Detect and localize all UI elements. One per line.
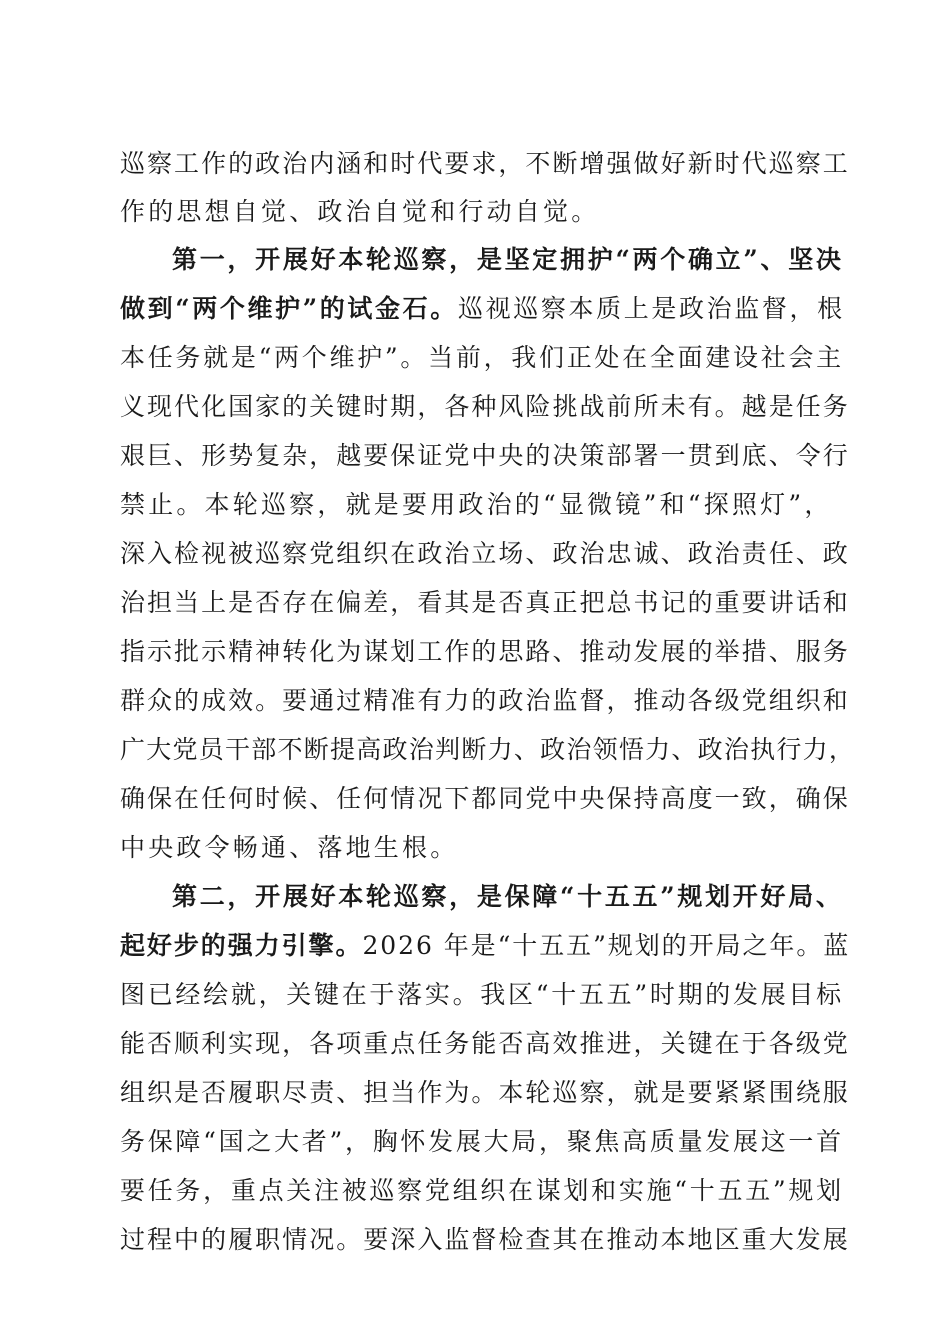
text-run: 禁止。本轮巡察，就是要用政治的“显微镜”和“探照灯”， xyxy=(120,490,833,519)
text-run: 深入检视被巡察党组织在政治立场、政治忠诚、政治责任、政 xyxy=(120,539,850,568)
text-run: 群众的成效。要通过精准有力的政治监督，推动各级党组织和 xyxy=(120,686,850,715)
text-run: 中央政令畅通、落地生根。 xyxy=(120,833,459,862)
text-run: 过程中的履职情况。要深入监督检查其在推动本地区重大发展 xyxy=(120,1225,850,1254)
text-run: 要任务，重点关注被巡察党组织在谋划和实施“十五五”规划 xyxy=(120,1176,844,1205)
paragraph-point-one-line xyxy=(120,289,845,329)
paragraph-point-two-line xyxy=(120,975,844,1015)
lead-sentence: 起好步的强力引擎。 xyxy=(120,931,363,960)
text-run: 治担当上是否存在偏差，看其是否真正把总书记的重要讲话和 xyxy=(120,588,850,617)
text-run: 组织是否履职尽责、担当作为。本轮巡察，就是要紧紧围绕服 xyxy=(120,1078,850,1107)
paragraph-point-two-line xyxy=(120,926,851,966)
paragraph-point-two-line xyxy=(120,1024,850,1064)
text-run: 图已经绘就，关键在于落实。我区“十五五”时期的发展目标 xyxy=(120,980,844,1009)
text-run: 确保在任何时候、任何情况下都同党中央保持高度一致，确保 xyxy=(120,784,850,813)
paragraph-point-one-line xyxy=(120,534,850,574)
lead-sentence: 第一，开展好本轮巡察，是坚定拥护“两个确立”、坚决 xyxy=(172,245,844,274)
paragraph-point-two-line xyxy=(120,1073,850,1113)
paragraph-point-one-line xyxy=(120,730,856,770)
paragraph-point-two-line xyxy=(172,877,844,917)
text-run: 义现代化国家的关键时期，各种风险挑战前所未有。越是任务 xyxy=(120,392,850,421)
paragraph-point-one-line xyxy=(120,828,840,868)
paragraph-point-one-line xyxy=(120,485,840,525)
text-run: 能否顺利实现，各项重点任务能否高效推进，关键在于各级党 xyxy=(120,1029,850,1058)
text-run: 2026 年是“十五五”规划的开局之年。蓝 xyxy=(362,931,851,960)
paragraph-point-two-line xyxy=(120,1220,850,1260)
text-run: 指示批示精神转化为谋划工作的思路、推动发展的举措、服务 xyxy=(120,637,850,666)
paragraph-point-one-line xyxy=(120,632,850,672)
paragraph-point-one-line xyxy=(120,779,850,819)
paragraph-point-one-line xyxy=(120,436,850,476)
text-run: 巡察工作的政治内涵和时代要求，不断增强做好新时代巡察工 xyxy=(120,149,850,178)
text-run: 作的思想自觉、政治自觉和行动自觉。 xyxy=(120,197,600,226)
paragraph-point-one-line xyxy=(172,240,844,280)
paragraph-point-two-line xyxy=(120,1171,844,1211)
text-run: 广大党员干部不断提高政治判断力、政治领悟力、政治执行力， xyxy=(120,735,856,764)
lead-sentence: 第二，开展好本轮巡察，是保障“十五五”规划开好局、 xyxy=(172,882,844,911)
text-run: 艰巨、形势复杂，越要保证党中央的决策部署一贯到底、令行 xyxy=(120,441,850,470)
paragraph-point-one-line xyxy=(120,387,850,427)
paragraph-intro-line xyxy=(120,144,850,184)
text-run: 巡视巡察本质上是政治监督，根 xyxy=(457,294,845,323)
text-run: 务保障“国之大者”，胸怀发展大局，聚焦高质量发展这一首 xyxy=(120,1127,844,1156)
lead-sentence: 做到“两个维护”的试金石。 xyxy=(120,294,458,323)
paragraph-point-one-line xyxy=(120,681,850,721)
paragraph-point-one-line xyxy=(120,338,844,378)
paragraph-point-one-line xyxy=(120,583,850,623)
paragraph-point-two-line xyxy=(120,1122,844,1162)
paragraph-intro-line xyxy=(120,192,840,232)
text-run: 本任务就是“两个维护”。当前，我们正处在全面建设社会主 xyxy=(120,343,844,372)
